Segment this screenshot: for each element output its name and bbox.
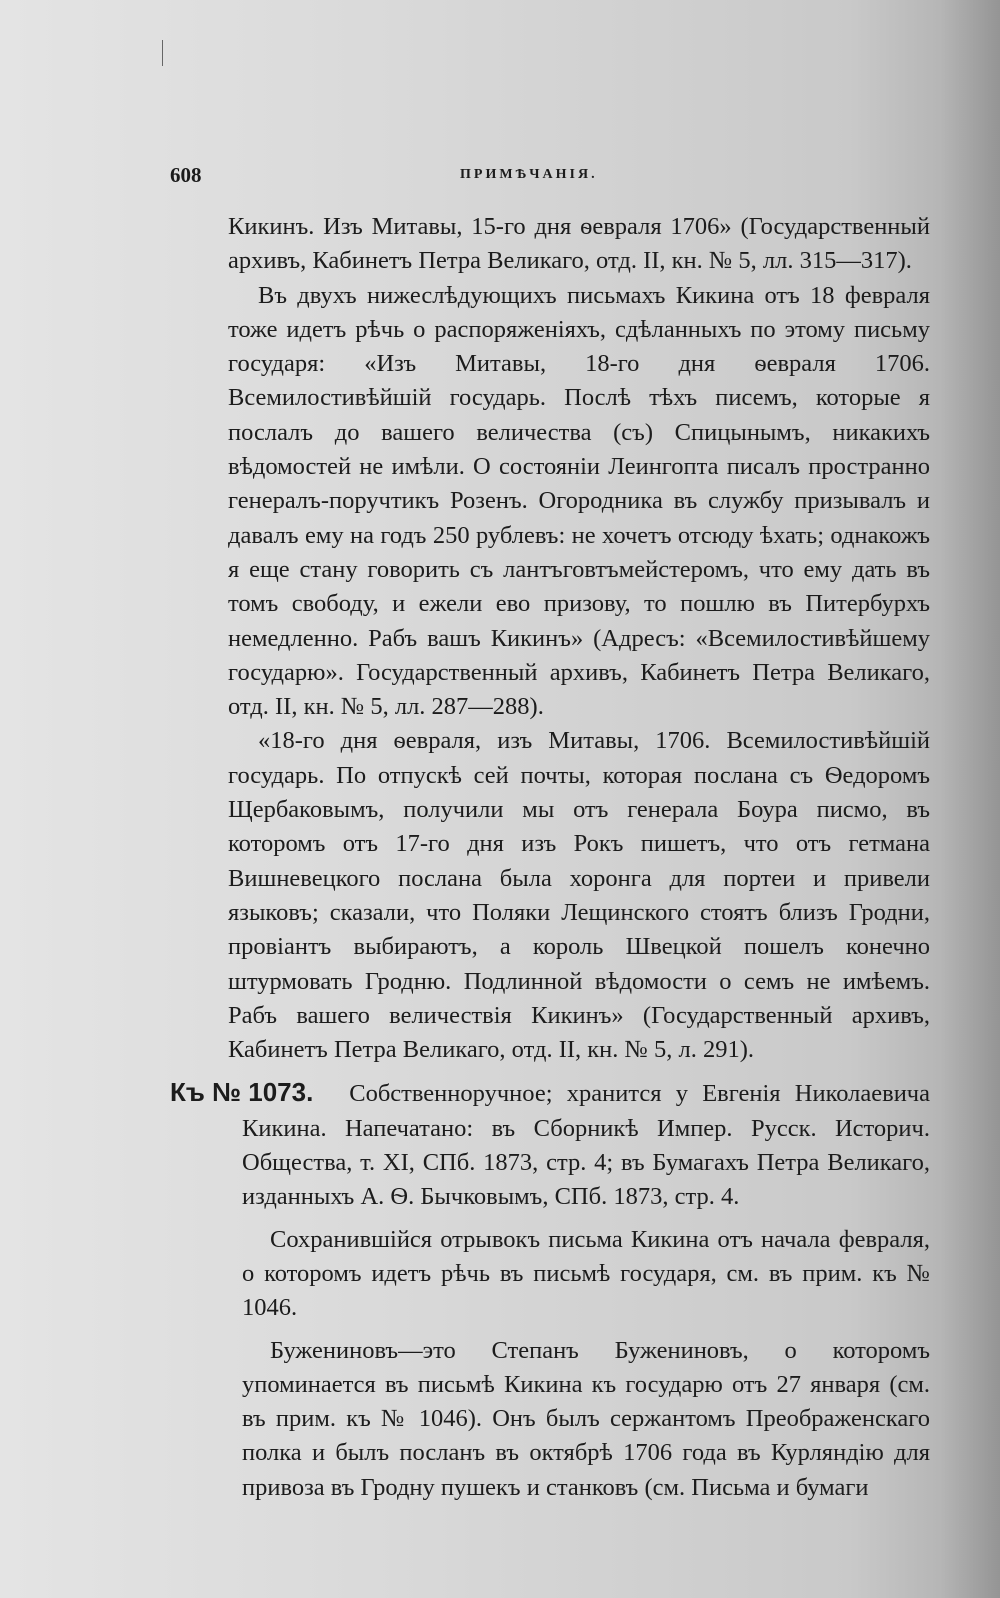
note-text: Собственноручное; хранится у Евгенія Николаевича Кикина. Напечатано: въ Сборникѣ Импер. Русск. Историч. Общества, т. XI, СПб. 1873, стр. 4; въ Бумагахъ Петра Великаго, изданныхъ А. Ѳ. Бычковымъ, СПб. 1873, стр. 4. xyxy=(242,1080,931,1211)
note-1073 xyxy=(170,1075,930,1214)
page-edge-shadow xyxy=(940,0,1000,1598)
page-number: 608 xyxy=(170,163,202,187)
running-head: ПРИМѢЧАНІЯ. xyxy=(460,167,598,182)
paragraph-two-letters: Въ двухъ нижеслѣдующихъ письмахъ Кикина отъ 18 февраля тоже идетъ рѣчь о распоряженіяхъ, сдѣланныхъ по этому письму государя: «Изъ Митавы, 18-го дня ѳевраля 1706. Всемилостивѣйшій государь. Послѣ тѣхъ писемъ, которые я послалъ до вашего величества (съ) Спицынымъ, никакихъ вѣдомостей не имѣли. О состояніи Леингопта писалъ пространно генералъ-поручтикъ Розенъ. Огородника въ службу призывалъ и давалъ ему на годъ 250 рублевъ: не хочетъ отсюду ѣхать; однакожъ я еще стану говорить съ лантъговтъмейстеромъ, что ему дать въ томъ свободу, и ежели ево призову, то пошлю въ Питербурхъ немедленно. Рабъ вашъ Кикинъ» (Адресъ: «Всемилостивѣйшему государю». Государственный архивъ, Кабинетъ Петра Великаго, отд. II, кн. № 5, лл. 287—288). xyxy=(228,281,930,721)
page-body xyxy=(170,210,930,1505)
margin-mark xyxy=(162,40,163,66)
paragraph-buzheninov: Бужениновъ—это Степанъ Бужениновъ, о которомъ упоминается въ письмѣ Кикина къ государю отъ 27 января (см. въ прим. къ № 1046). Онъ былъ сержантомъ Преображенскаго полка и былъ посланъ въ октябрѣ 1706 года въ Курляндію для привоза въ Гродну пушекъ и станковъ (см. Письма и бумаги xyxy=(242,1336,930,1501)
paragraph-second-letter: «18-го дня ѳевраля, изъ Митавы, 1706. Всемилостивѣйшій государь. По отпускѣ сей почты, которая послана съ Ѳедоромъ Щербаковымъ, получили мы отъ генерала Боура писмо, въ которомъ отъ 17-го дня изъ Рокъ пишетъ, что отъ гетмана Вишневецкого послана была хоронга для портеи и привели языковъ; сказали, что Поляки Лещинского стоятъ близъ Гродни, провіантъ выбираютъ, а король Швецкой пошелъ конечно штурмовать Гродню. Подлинной вѣдомости о семъ не имѣемъ. Рабъ вашего величествія Кикинъ» (Государственный архивъ, Кабинетъ Петра Великаго, отд. II, кн. № 5, л. 291). xyxy=(228,727,930,1064)
paragraph-continuation: Кикинъ. Изъ Митавы, 15-го дня ѳевраля 1706» (Государственный архивъ, Кабинетъ Петра Великаго, отд. II, кн. № 5, лл. 315—317). xyxy=(228,213,930,275)
paragraph-fragment: Сохранившійся отрывокъ письма Кикина отъ начала февраля, о которомъ идетъ рѣчь въ письмѣ государя, см. въ прим. къ № 1046. xyxy=(242,1225,930,1322)
page-header xyxy=(170,163,920,193)
note-label: Къ № 1073. xyxy=(170,1077,314,1108)
